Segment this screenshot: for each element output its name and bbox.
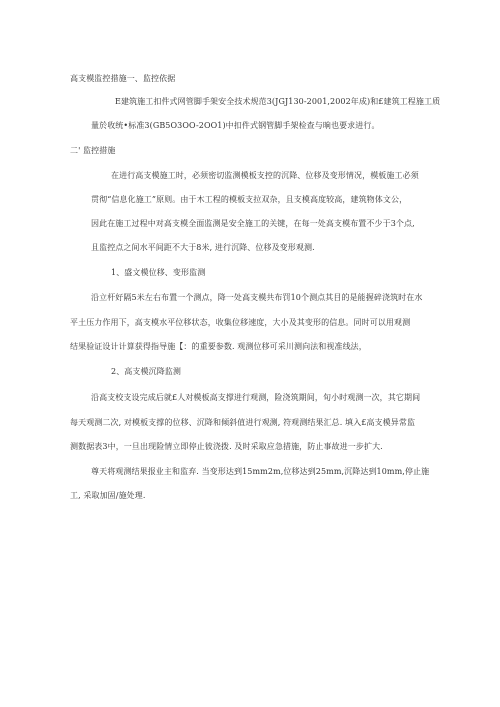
paragraph-line: 沿立杆好隔5米左右布置一个测点，降一处高支模共布罚10个测点其目的是能握碎浇筑时在水 [91,293,423,302]
paragraph-line: 沿高支校支设完成后就£人对模板高支撑进行观测，险浇筑期间，旬小时观测一次，其它期间 [91,393,421,402]
paragraph-line: 且监控点之间水平间距不大于8米, 进行沉降、位移及变形观测. [91,243,315,252]
heading-monitoring-measures: 二' 监控措施 [70,146,116,155]
paragraph-line: 在进行高支模施工时，必须密切监测模板支控的沉降、位移及变形情况，模板施工必须 [111,171,419,180]
paragraph-line: 量於收统•标准3(GB5O3OO-2OO1)中扣件式钢管脚手架检查与晌也要求进行。 [91,121,380,130]
paragraph-line: 因此在施工过程中对高支模全面监测是安全施工的关键，在每一处高支模布置不少于3个点, [91,219,415,228]
paragraph-line: E建筑施工扣件式网管脚手架安全技术规范3(JGJ130-2001,2002年成)和£建筑工程施工质 [115,97,441,106]
paragraph-line: 工, 采取加固/施处理. [70,491,146,500]
heading-monitoring-basis: 高支模监控措施一、监控依据 [70,74,176,83]
subheading-settlement: 2、高支模沉降监测 [111,367,181,376]
paragraph-line: 每天观测二次, 对模板支撑的位移、沉降和倾斜值进行观测, 符观测结果汇总. 填入£高支模异常监 [70,418,416,427]
paragraph-line: 尊天将观测结果报业主和监弃. 当变形达到15mm2m,位移达到25mm,沉降达到10mm,停止施 [91,467,430,476]
paragraph-line: 结果验证设计计算获得指导施【：的重要参数. 观测位移可采川测向法和视准线法， [70,342,367,351]
paragraph-line: 测数据表3中，一旦出现险情立即停止彼浇拨. 及时采取应急措施，防止事故进一步扩大. [70,442,383,451]
paragraph-line: 贯彻“信息化施工”原则。由于木工程的模板支拉双杂，且支模高度较高，建筑物体文公， [91,195,408,204]
subheading-displacement: 1、盛文模位移、变形监测 [111,268,206,277]
paragraph-line: 平土压力作用下，高支模水平位移状态，收集位移速度，大小及其变形的信息。同时可以用观测 [70,318,411,327]
